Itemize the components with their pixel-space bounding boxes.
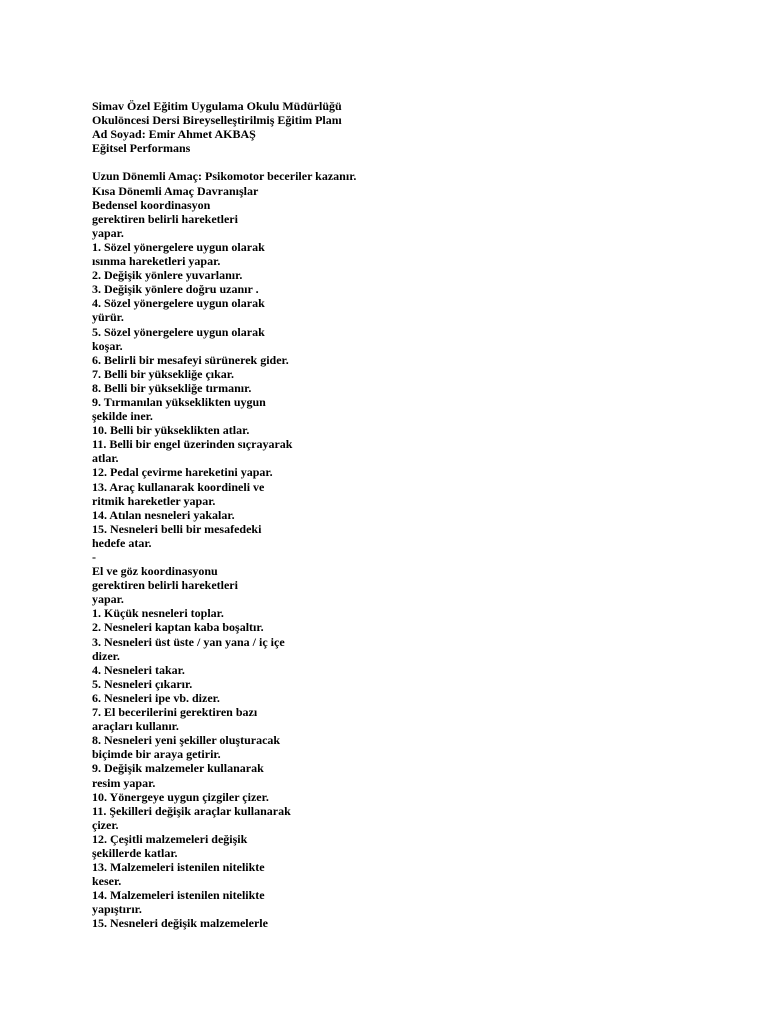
- list-item-line: 2. Değişik yönlere yuvarlanır.: [92, 268, 243, 283]
- list-item-line: ritmik hareketler yapar.: [92, 493, 216, 508]
- list-item-line: 6. Nesneleri ipe vb. dizer.: [92, 690, 220, 705]
- section-el-goz: [92, 564, 732, 930]
- section-heading-line: gerektiren belirli hareketleri: [92, 578, 238, 593]
- list-item-line: 11. Belli bir engel üzerinden sıçrayarak: [92, 437, 293, 452]
- list-item-line: 14. Atılan nesneleri yakalar.: [92, 507, 235, 522]
- list-item-line: çizer.: [92, 817, 119, 832]
- list-item-line: 5. Sözel yönergelere uygun olarak: [92, 324, 265, 339]
- student-name: Ad Soyad: Emir Ahmet AKBAŞ: [92, 127, 256, 142]
- plan-title: Okulöncesi Dersi Bireyselleştirilmiş Eğitim Planı: [92, 113, 342, 128]
- list-item-line: 7. Belli bir yüksekliğe çıkar.: [92, 366, 235, 381]
- section-items: [92, 606, 732, 930]
- list-item-line: keser.: [92, 874, 122, 889]
- list-item-line: yürür.: [92, 310, 124, 325]
- list-item-line: 4. Nesneleri takar.: [92, 662, 185, 677]
- blank-line: [92, 155, 732, 169]
- list-item-line: 8. Belli bir yüksekliğe tırmanır.: [92, 380, 252, 395]
- section-heading-line: gerektiren belirli hareketleri: [92, 211, 238, 226]
- section-heading-line: yapar.: [92, 592, 124, 607]
- section-items: [92, 240, 732, 550]
- list-item-line: şekilde iner.: [92, 409, 153, 424]
- list-item-line: 13. Araç kullanarak koordineli ve: [92, 479, 265, 494]
- list-item-line: ısınma hareketleri yapar.: [92, 254, 221, 269]
- separator: -: [92, 550, 96, 564]
- list-item-line: 14. Malzemeleri istenilen nitelikte: [92, 888, 265, 903]
- list-item-line: 1. Küçük nesneleri toplar.: [92, 606, 224, 621]
- list-item-line: 13. Malzemeleri istenilen nitelikte: [92, 860, 265, 875]
- list-item-line: 5. Nesneleri çıkarır.: [92, 676, 193, 691]
- long-term-goal: Uzun Dönemli Amaç: Psikomotor beceriler kazanır.: [92, 169, 357, 184]
- list-item-line: biçimde bir araya getirir.: [92, 747, 221, 762]
- list-item-line: 12. Pedal çevirme hareketini yapar.: [92, 465, 273, 480]
- list-item-line: koşar.: [92, 338, 123, 353]
- list-item-line: hedefe atar.: [92, 535, 152, 550]
- list-item-line: 9. Tırmanılan yükseklikten uygun: [92, 394, 266, 409]
- list-item-line: 9. Değişik malzemeler kullanarak: [92, 761, 264, 776]
- list-item-line: 15. Nesneleri değişik malzemelerle: [92, 916, 268, 931]
- list-item-line: 12. Çeşitli malzemeleri değişik: [92, 831, 248, 846]
- list-item-line: atlar.: [92, 451, 119, 466]
- list-item-line: 11. Şekilleri değişik araçlar kullanarak: [92, 803, 291, 818]
- section-heading-line: yapar.: [92, 225, 124, 240]
- list-item-line: 10. Belli bir yükseklikten atlar.: [92, 423, 250, 438]
- list-item-line: 15. Nesneleri belli bir mesafedeki: [92, 521, 262, 536]
- list-item-line: 1. Sözel yönergelere uygun olarak: [92, 239, 265, 254]
- list-item-line: 7. El becerilerini gerektiren bazı: [92, 705, 258, 720]
- section-heading-line: Bedensel koordinasyon: [92, 197, 211, 212]
- list-item-line: araçları kullanır.: [92, 719, 179, 734]
- list-item-line: 10. Yönergeye uygun çizgiler çizer.: [92, 789, 269, 804]
- list-item-line: 4. Sözel yönergelere uygun olarak: [92, 296, 265, 311]
- list-item-line: 6. Belirli bir mesafeyi sürünerek gider.: [92, 352, 289, 367]
- list-item-line: 8. Nesneleri yeni şekiller oluşturacak: [92, 733, 281, 748]
- section-bedensel: [92, 198, 732, 550]
- list-item-line: resim yapar.: [92, 775, 156, 790]
- list-item-line: 3. Nesneleri üst üste / yan yana / iç içe: [92, 634, 285, 649]
- section-heading-line: El ve göz koordinasyonu: [92, 564, 218, 579]
- list-item-line: 3. Değişik yönlere doğru uzanır .: [92, 282, 259, 297]
- list-item-line: 2. Nesneleri kaptan kaba boşaltır.: [92, 620, 264, 635]
- list-item-line: şekillerde katlar.: [92, 845, 178, 860]
- short-term-goal: Kısa Dönemli Amaç Davranışlar: [92, 183, 259, 198]
- list-item-line: yapıştırır.: [92, 902, 142, 917]
- performance-heading: Eğitsel Performans: [92, 141, 191, 156]
- document-page: [92, 99, 732, 931]
- school-name: Simav Özel Eğitim Uygulama Okulu Müdürlüğü: [92, 99, 342, 113]
- list-item-line: dizer.: [92, 648, 120, 663]
